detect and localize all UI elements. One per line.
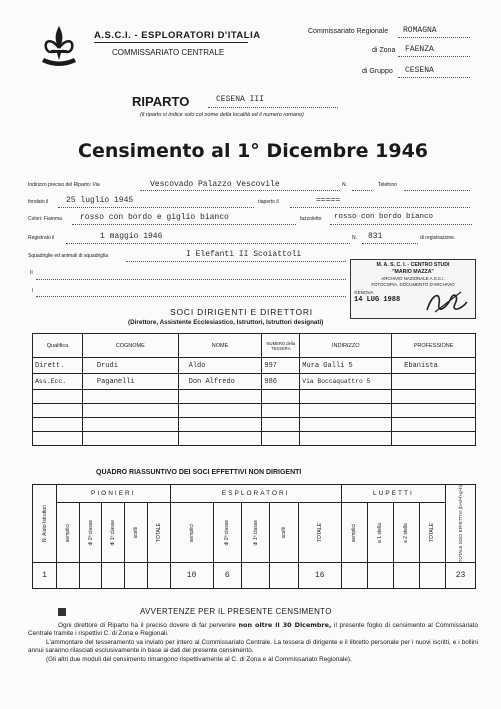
cell-cognome: Paganelli [82,374,178,390]
fazzoletto-value: rosso con bordo bianco [334,213,434,221]
org-department: COMMISSARIATO CENTRALE [112,48,225,57]
registrazione-label: di registrazione. [420,235,456,241]
col-lupetti-1stella: a 1 stella [377,522,384,543]
telefono-label: Telefono [378,182,397,188]
col-lupetti-2stelle: a 2 stelle [403,522,410,543]
avvertenze-paragraph-2: L'ammontare del tesseramento va inviato per intero al Commissariato Centrale. La tessera di dirigente e il libretto personale per i nuovi iscritti, e i bollini annui saranno rilasciati esclusivamente in base ai dati del presente censimento. [28,638,478,655]
cell-qualifica: Ass.Ecc. [33,374,83,390]
avvertenze-paragraph-1: Ogni direttore di Riparto ha il preciso dovere di far pervenire non oltre il 30 Dicembre, il presente foglio di censimento al Commissariato Centrale tramite i rispettivi C. di Zona e Regionali. [28,621,478,638]
value-espl-totale: 16 [298,563,341,589]
col-totale-soci: TOTALE SOCI EFFETTIVI (b+d+f+g+h) [458,485,463,563]
org-underline [94,42,248,43]
quadro-title: QUADRO RIASSUNTIVO DEI SOCI EFFETTIVI NON DIRIGENTI [96,469,302,476]
group-esploratori: ESPLORATORI [170,485,341,503]
col-esploratori-1cl: di 1ª classe [252,519,259,546]
org-name: A.S.C.I. - ESPLORATORI D'ITALIA [94,30,261,41]
cell-professione [392,374,476,390]
squadriglie-value: I Elefanti II Scoiattoli [186,250,302,259]
registrato-value: 1 maggio 1946 [100,232,163,241]
col-pionieri-totale: TOTALE [155,523,162,543]
fazzoletto-label: fazzoletto [300,216,322,222]
stamp-mark-icon [58,608,66,616]
cell-professione: Ebanista [392,358,476,374]
gruppo-label: di Gruppo [362,68,393,75]
header-nome: NOME [178,334,262,358]
quadro-table [32,484,476,589]
header-professione: PROFESSIONE [392,334,476,358]
zona-label: di Zona [372,47,396,54]
cell-tessera: 997 [262,358,300,374]
cell-qualifica: Dirett. [33,358,83,374]
table-row [33,432,476,446]
col-aiuto-istruttori: N. Aiuto Istruttori [41,505,48,543]
registrazione-n-label: N. [352,235,357,241]
stamp-city: GENOVA [354,290,374,295]
cell-cognome: Drudi [82,358,178,374]
registrato-label: Registrato il [28,235,55,241]
col-esploratori-scelti: scelti [281,526,288,539]
col-esploratori-semplici: semplici [188,523,195,542]
header-cognome: COGNOME [82,334,178,358]
cell-indirizzo: Via Boccaquattro 5 [300,374,392,390]
reparto-label: RIPARTO [132,94,190,109]
riaperto-label: riaperto il [258,199,279,205]
header-indirizzo: INDIRIZZO [300,334,392,358]
col-esploratori-totale: TOTALE [316,523,323,543]
stamp-line-2: "MARIO MAZZA" [392,269,434,275]
reparto-note: (il riparto si indice solo col nome della località ed il numero romano) [140,112,304,118]
cell-tessera: 986 [262,374,300,390]
dirigenti-subtitle: (Direttore, Assistente Ecclesiastico, Istruttori, Istruttori designati) [128,319,324,326]
squadriglie-ii-label: II [30,270,33,276]
col-pionieri-1cl: di 1ª classe [110,519,117,546]
col-pionieri-scelti: scelti [133,526,140,539]
gruppo-value: CESENA [405,66,434,75]
avvertenze-title: AVVERTENZE PER IL PRESENTE CENSIMENTO [140,607,332,616]
reparto-value: CESENA III [216,95,265,104]
registrazione-n-value: 831 [368,232,383,241]
avvertenze-text [28,621,478,664]
dirigenti-table [32,333,476,446]
fondato-label: fondato il [28,199,49,205]
group-lupetti: LUPETTI [341,485,445,503]
asci-logo [38,24,80,72]
col-lupetti-totale: TOTALE [429,523,436,543]
value-aiuto: 1 [33,563,57,589]
group-pionieri: PIONIERI [57,485,171,503]
value-espl-semplici: 10 [170,563,213,589]
cell-indirizzo: Mura Galli 5 [300,358,392,374]
stamp-line-4: FOTOCOPIA, DOCUMENTO D'ARCHIVIO [371,282,455,287]
stamp-line-3: ARCHIVIO NAZIONALE A.S.C.I. [381,276,445,281]
header-tessera: NUMERO della TESSERA [262,334,300,358]
table-row [33,358,476,374]
indirizzo-label: Indirizzo preciso del Riparto: Via [28,182,100,188]
stamp-date: 14 LUG 1988 [354,296,401,304]
header-qualifica: Qualifica [33,334,83,358]
signature-mark [421,288,471,318]
value-totale: 23 [446,563,476,589]
commissariato-value: ROMAGNA [403,26,437,35]
riaperto-value: ===== [316,196,341,205]
table-row [33,374,476,390]
colori-value: rosso con bordo e giglio bianco [80,213,229,222]
indirizzo-value: Vescovado Palazzo Vescovile [150,180,280,189]
table-row [33,563,476,589]
document-title: Censimento al 1° Dicembre 1946 [78,140,429,162]
table-row [33,390,476,404]
value-espl-2cl: 6 [213,563,241,589]
commissariato-label: Commissariato Regionale [308,28,389,35]
colori-label: Colori: Fiamma [28,216,62,222]
dirigenti-title: SOCI DIRIGENTI E DIRETTORI [170,307,313,317]
stamp-line-1: M. A. S. C. I. - CENTRO STUDI [376,262,450,268]
avvertenze-paragraph-3: (Gli altri due moduli del censimento rimangono rispettivamente al C. di Zona e al Commissariato Regionale). [46,655,352,663]
col-esploratori-2cl: di 2ª classe [224,519,231,546]
table-row [33,404,476,418]
col-lupetti-semplici: semplici [351,523,358,542]
zona-value: FAENZA [405,45,434,54]
col-pionieri-semplici: semplici [64,523,71,542]
fondato-value: 25 luglio 1945 [66,196,134,205]
cell-nome: Aldo [178,358,262,374]
squadriglie-label: Squadriglie ed animali di squadriglia [28,253,109,259]
cell-nome: Don Alfredo [178,374,262,390]
col-pionieri-2cl: di 2ª classe [87,519,94,546]
archive-stamp [350,259,476,319]
table-row [33,418,476,432]
numero-label: N. [342,182,347,188]
fleur-de-lis-icon [38,24,80,72]
